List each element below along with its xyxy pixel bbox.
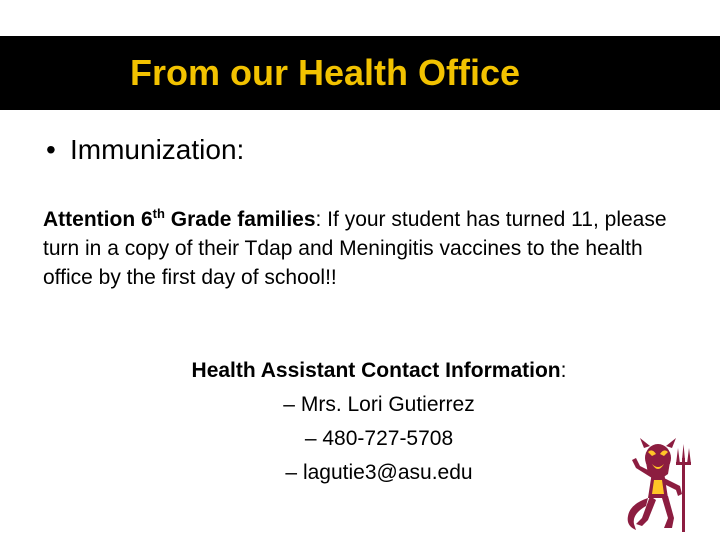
contact-phone-line	[156, 422, 602, 456]
immunization-bullet	[46, 133, 244, 167]
contact-email-line	[156, 456, 602, 490]
attention-body: : If your student has turned 11, please turn in a copy of their Tdap and Meningitis vaccines to the health office by the first day of school!!	[43, 208, 667, 289]
slide-title: From our Health Office	[130, 52, 521, 93]
contact-email: lagutie3@asu.edu	[302, 461, 473, 484]
attention-lead-part2: Grade families	[164, 208, 316, 231]
contact-dash: –	[283, 393, 295, 416]
attention-paragraph	[43, 205, 683, 292]
contact-phone: 480-727-5708	[322, 427, 454, 450]
contact-name-line	[156, 388, 602, 422]
bullet-symbol: •	[46, 134, 56, 165]
contact-heading: Health Assistant Contact Information	[191, 359, 561, 382]
attention-lead-superscript: th	[152, 206, 165, 221]
contact-dash: –	[285, 461, 298, 484]
contact-heading-line	[156, 354, 602, 388]
contact-dash: –	[304, 427, 317, 450]
attention-lead	[43, 208, 316, 231]
contact-heading-colon: :	[560, 359, 567, 382]
sun-devil-mascot-icon	[622, 438, 694, 534]
contact-name: Mrs. Lori Gutierrez	[300, 393, 475, 416]
attention-lead-part1: Attention 6	[43, 208, 153, 231]
contact-block	[156, 354, 602, 490]
bullet-text: Immunization:	[70, 134, 245, 165]
